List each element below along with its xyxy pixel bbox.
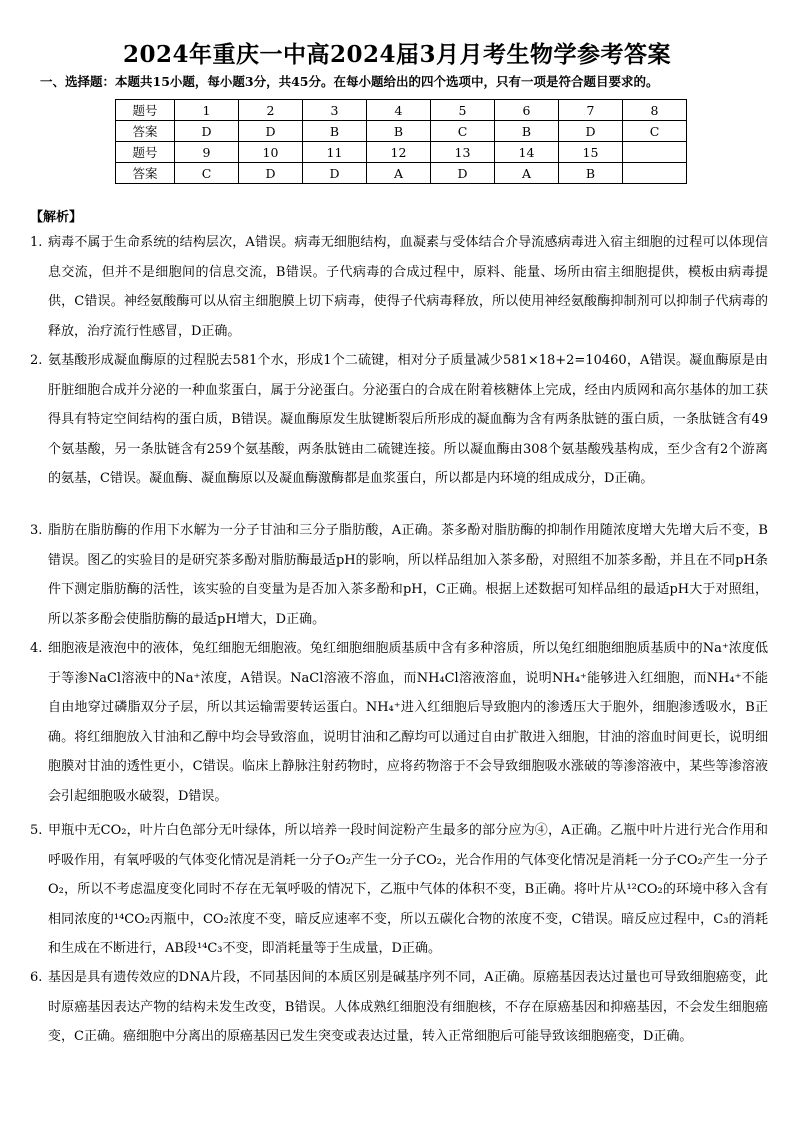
answer-table-row (116, 100, 687, 121)
answer-table-cell: 9 (175, 142, 239, 163)
item-number: 2. (30, 353, 43, 368)
answer-table-row-label: 题号 (116, 100, 175, 121)
answer-table-cell: D (431, 163, 495, 184)
answer-table (115, 99, 687, 184)
answer-table-cell: 8 (623, 100, 687, 121)
answer-table-cell: 7 (559, 100, 623, 121)
item-number: 1. (30, 235, 43, 250)
page-title: 2024年重庆一中高2024届3月月考生物学参考答案 (122, 41, 672, 68)
answer-table-cell: 1 (175, 100, 239, 121)
explanation-item-1 (30, 228, 768, 346)
answer-table-cell: 4 (367, 100, 431, 121)
answer-table-cell: 3 (303, 100, 367, 121)
explanation-item-5 (30, 816, 768, 964)
answer-table-cell: 13 (431, 142, 495, 163)
answer-table-cell: A (495, 163, 559, 184)
item-text: 基因是具有遗传效应的DNA片段，不同基因间的本质区别是碱基序列不同，A正确。原癌基因表达过量也可导致细胞癌变，此时原癌基因表达产物的结构未发生改变，B错误。人体成熟红细胞没有细胞核，不存在原癌基因和抑癌基因，不会发生细胞癌变，C正确。癌细胞中分离出的原癌基因已发生突变或表达过量，转入正常细胞后可能导致该细胞癌变，D正确。 (48, 970, 768, 1044)
answer-table-cell: D (559, 121, 623, 142)
answer-table-cell: 15 (559, 142, 623, 163)
item-text: 病毒不属于生命系统的结构层次，A错误。病毒无细胞结构，血凝素与受体结合介导流感病毒进入宿主细胞的过程可以体现信息交流，但并不是细胞间的信息交流，B错误。子代病毒的合成过程中，原料、能量、场所由宿主细胞提供，模板由病毒提供，C错误。神经氨酸酶可以从宿主细胞膜上切下病毒，使得子代病毒释放，所以使用神经氨酸酶抑制剂可以抑制子代病毒的释放，治疗流行性感冒，D正确。 (48, 235, 768, 339)
answer-table-cell (623, 142, 687, 163)
item-number: 3. (30, 523, 43, 538)
item-text: 脂肪在脂肪酶的作用下水解为一分子甘油和三分子脂肪酸，A正确。茶多酚对脂肪酶的抑制作用随浓度增大先增大后不变，B错误。图乙的实验目的是研究茶多酚对脂肪酶最适pH的影响，所以样品组加入茶多酚，对照组不加茶多酚，并且在不同pH条件下测定脂肪酶的活性，该实验的自变量为是否加入茶多酚和pH，C正确。根据上述数据可知样品组的最适pH大于对照组，所以茶多酚会使脂肪酶的最适pH增大，D正确。 (48, 523, 768, 627)
answer-table-cell: D (175, 121, 239, 142)
item-number: 6. (30, 970, 43, 985)
answer-table-cell: 2 (239, 100, 303, 121)
answer-table-cell: 11 (303, 142, 367, 163)
explanation-item-2 (30, 346, 768, 494)
answer-table-cell: D (303, 163, 367, 184)
answer-table-row-label: 答案 (116, 163, 175, 184)
section-heading: 一、选择题：本题共15小题，每小题3分，共45分。在每小题给出的四个选项中，只有一项是符合题目要求的。 (40, 74, 659, 89)
answer-table-row (116, 142, 687, 163)
answer-table-cell: 12 (367, 142, 431, 163)
answer-table-cell: D (239, 121, 303, 142)
item-number: 5. (30, 823, 43, 838)
answer-table-row (116, 163, 687, 184)
item-text: 氨基酸形成凝血酶原的过程脱去581个水，形成1个二硫键，相对分子质量减少581×18+2=10460，A错误。凝血酶原是由肝脏细胞合成并分泌的一种血浆蛋白，属于分泌蛋白。分泌蛋白的合成在附着核糖体上完成，经由内质网和高尔基体的加工获得具有特定空间结构的蛋白质，B错误。凝血酶原发生肽键断裂后所形成的凝血酶为含有两条肽链的蛋白质，一条肽链含有49个氨基酸，另一条肽链含有259个氨基酸，两条肽链由二硫键连接。所以凝血酶由308个氨基酸残基构成，至少含有2个游离的氨基，C错误。凝血酶、凝血酶原以及凝血酶激酶都是血浆蛋白，所以都是内环境的组成成分，D正确。 (48, 353, 768, 486)
answer-table-cell: 6 (495, 100, 559, 121)
answer-table-cell: C (431, 121, 495, 142)
answer-table-cell: B (367, 121, 431, 142)
answer-table-row-label: 答案 (116, 121, 175, 142)
answer-table-row (116, 121, 687, 142)
answer-table-cell: 14 (495, 142, 559, 163)
answer-table-cell: 10 (239, 142, 303, 163)
answer-table-row-label: 题号 (116, 142, 175, 163)
explanation-item-3 (30, 516, 768, 634)
item-number: 4. (30, 641, 43, 656)
answer-table-cell: B (495, 121, 559, 142)
answer-table-cell: B (303, 121, 367, 142)
answer-table-cell: C (623, 121, 687, 142)
explanation-item-6 (30, 963, 768, 1052)
answer-table-cell: D (239, 163, 303, 184)
answer-table-cell: C (175, 163, 239, 184)
answer-table-cell (623, 163, 687, 184)
analysis-label: 【解析】 (30, 210, 83, 225)
answer-table-cell: 5 (431, 100, 495, 121)
item-text: 甲瓶中无CO₂，叶片白色部分无叶绿体，所以培养一段时间淀粉产生最多的部分应为④，A正确。乙瓶中叶片进行光合作用和呼吸作用，有氧呼吸的气体变化情况是消耗一分子O₂产生一分子CO₂，光合作用的气体变化情况是消耗一分子CO₂产生一分子O₂，所以不考虑温度变化同时不存在无氧呼吸的情况下，乙瓶中气体的体积不变，B正确。将叶片从¹²CO₂的环境中移入含有相同浓度的¹⁴CO₂丙瓶中，CO₂浓度不变，暗反应速率不变，所以五碳化合物的浓度不变，C错误。暗反应过程中，C₃的消耗和生成在不断进行，AB段¹⁴C₃不变，即消耗量等于生成量，D正确。 (48, 823, 768, 956)
item-text: 细胞液是液泡中的液体，兔红细胞无细胞液。兔红细胞细胞质基质中含有多种溶质，所以兔红细胞细胞质基质中的Na⁺浓度低于等渗NaCl溶液中的Na⁺浓度，A错误。NaCl溶液不溶血，而NH₄Cl溶液溶血，说明NH₄⁺能够进入红细胞，而NH₄⁺不能自由地穿过磷脂双分子层，所以其运输需要转运蛋白。NH₄⁺进入红细胞后导致胞内的渗透压大于胞外，细胞渗透吸水，B正确。将红细胞放入甘油和乙醇中均会导致溶血，说明甘油和乙醇均可以通过自由扩散进入细胞，甘油的溶血时间更长，说明细胞膜对甘油的透性更小，C错误。临床上静脉注射药物时，应将药物溶于不会导致细胞吸水涨破的等渗溶液中，某些等渗溶液会引起细胞吸水破裂，D错误。 (48, 641, 768, 804)
answer-table-cell: B (559, 163, 623, 184)
explanation-item-4 (30, 634, 768, 811)
answer-table-cell: A (367, 163, 431, 184)
